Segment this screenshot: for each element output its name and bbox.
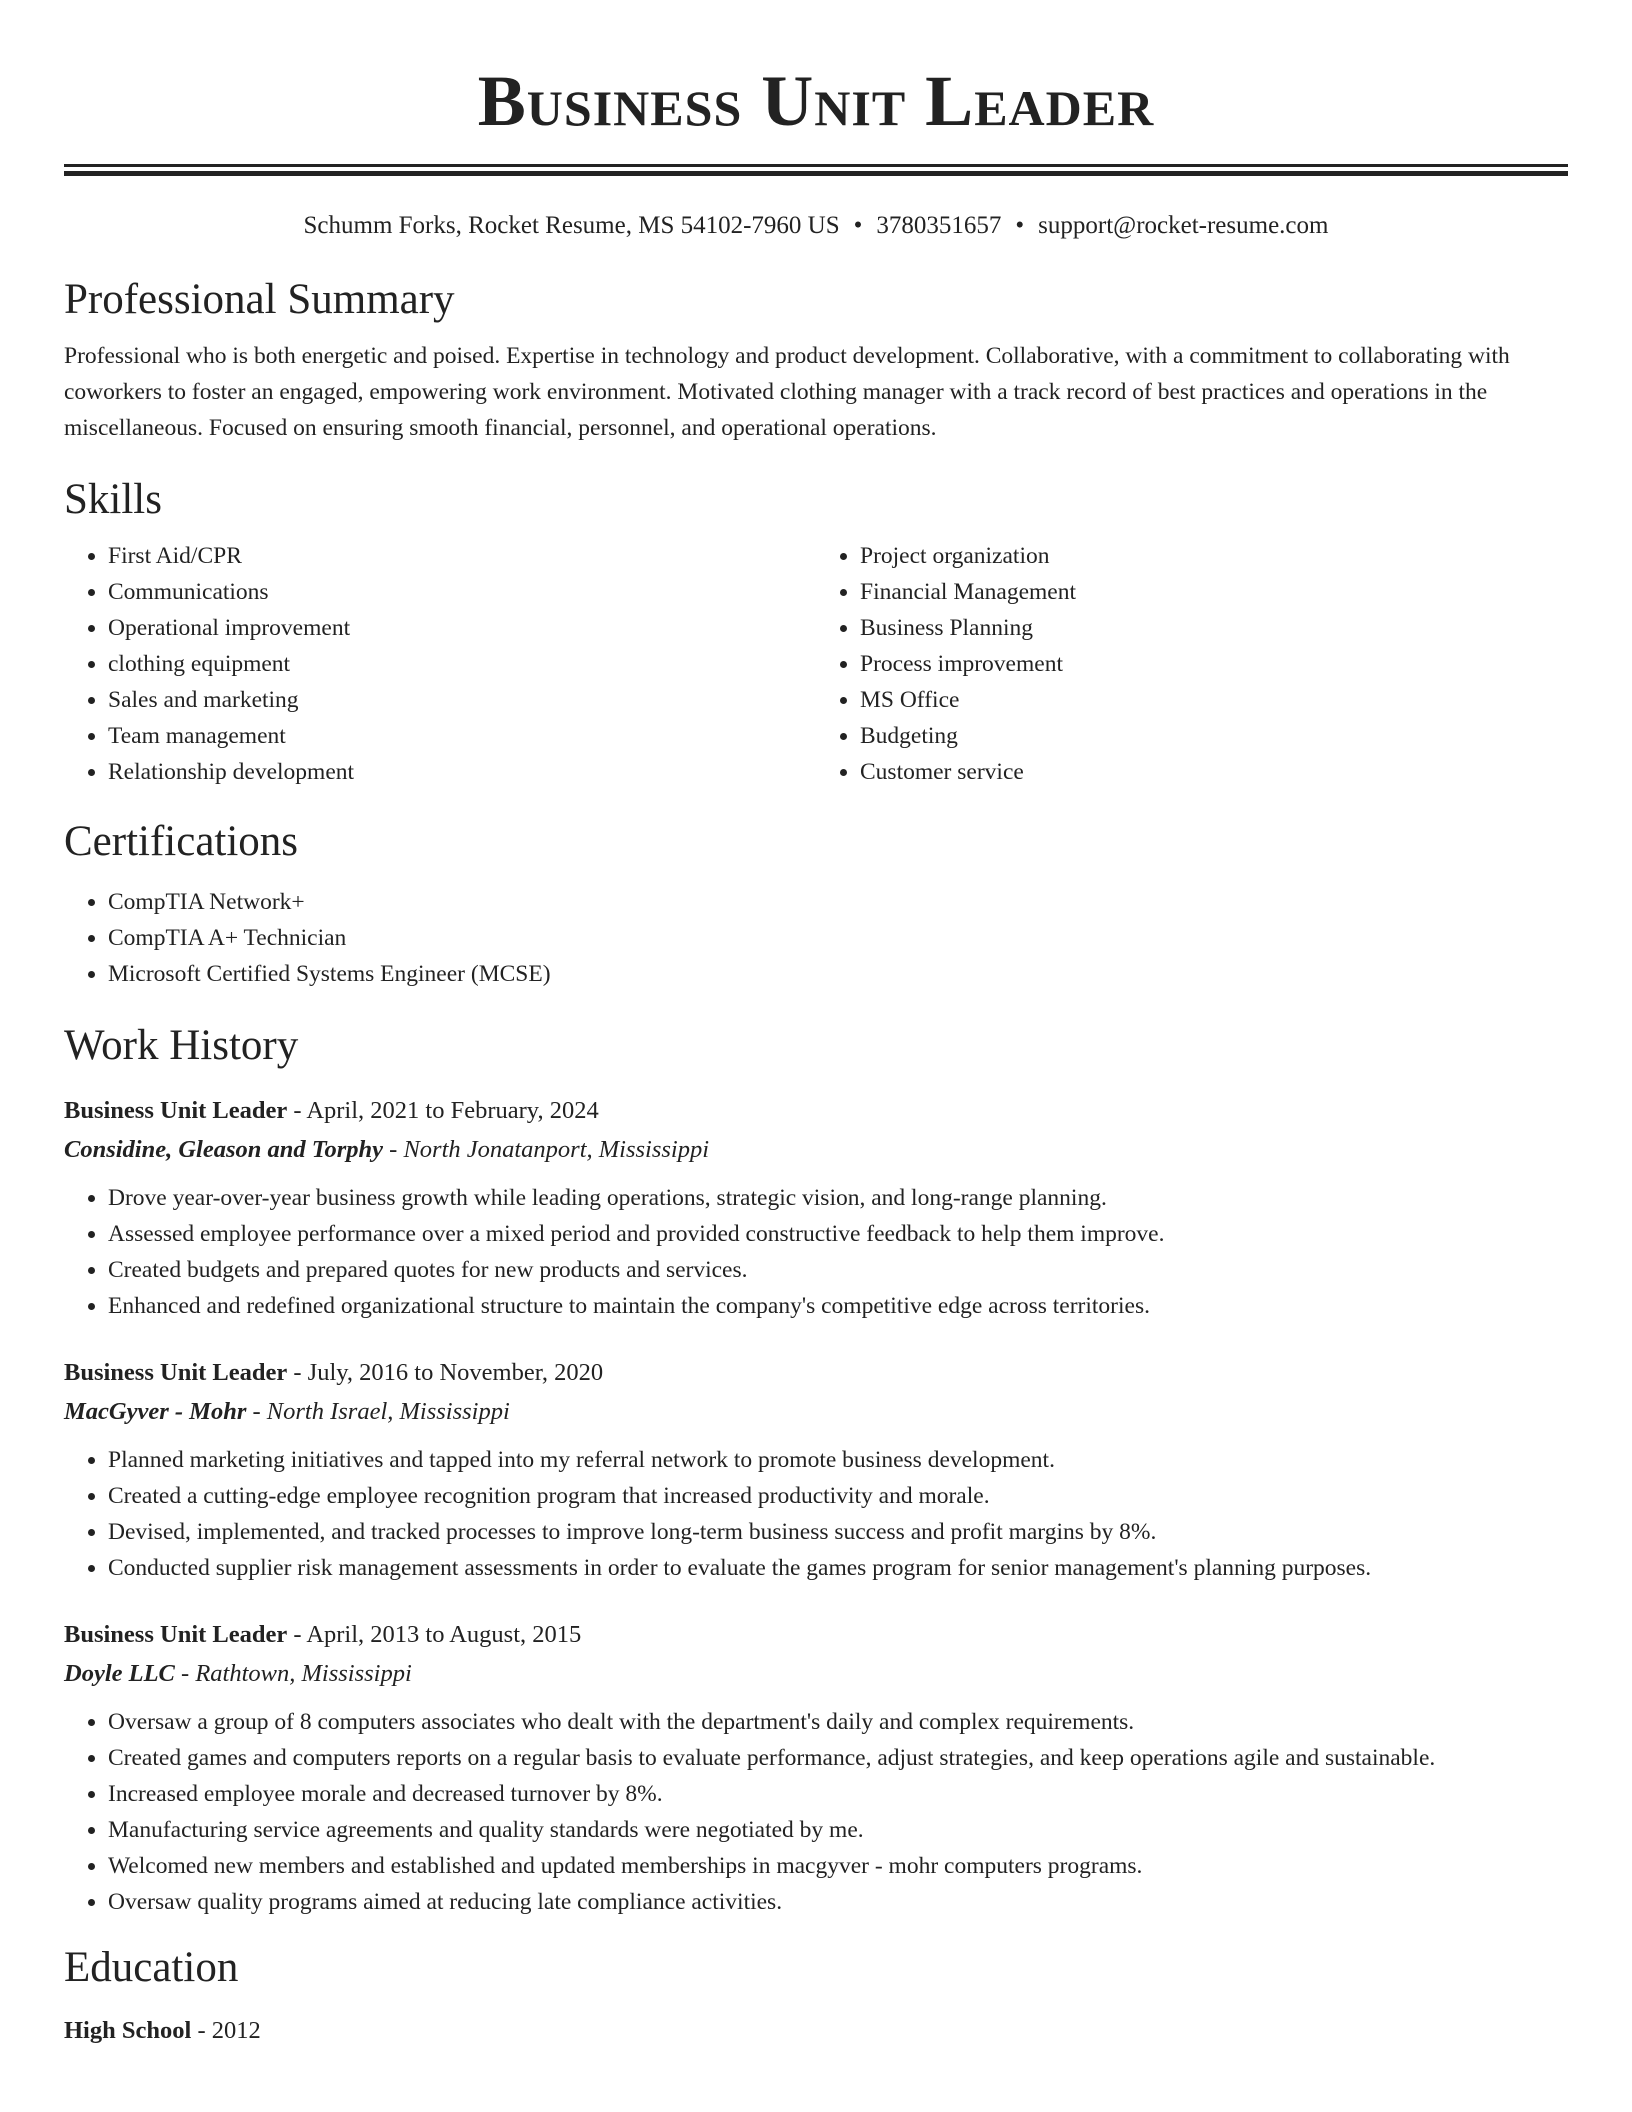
job-dates: - July, 2016 to November, 2020	[287, 1359, 604, 1386]
skills-heading: Skills	[64, 476, 162, 523]
job-dates: - April, 2013 to August, 2015	[287, 1621, 582, 1648]
skill-item: • Budgeting	[860, 718, 1568, 754]
job-entry	[64, 1354, 1568, 1586]
skills-columns	[64, 538, 1568, 790]
job-heading	[64, 1354, 1568, 1392]
education-entry	[64, 2014, 1568, 2048]
job-duty-item: • Created budgets and prepared quotes for new products and services.	[108, 1252, 1568, 1288]
job-duty-item: • Oversaw quality programs aimed at reducing late compliance activities.	[108, 1884, 1568, 1920]
job-duty-item: • Created games and computers reports on a regular basis to evaluate performance, adjust strategies, and keep operations agile and sustainable.	[108, 1740, 1568, 1776]
job-duties-list	[64, 1442, 1568, 1586]
job-employer	[64, 1654, 1568, 1694]
job-duty-item: • Increased employee morale and decreased turnover by 8%.	[108, 1776, 1568, 1812]
certifications-heading: Certifications	[64, 818, 299, 865]
skill-item: • Process improvement	[860, 646, 1568, 682]
contact-phone: 3780351657	[876, 212, 1002, 239]
job-duties-list	[64, 1180, 1568, 1324]
skill-item: • Relationship development	[108, 754, 816, 790]
job-dates: - April, 2021 to February, 2024	[287, 1097, 599, 1124]
certifications-list	[64, 884, 1568, 992]
contact-line	[64, 210, 1568, 242]
certification-item: • CompTIA A+ Technician	[108, 920, 1568, 956]
job-employer	[64, 1392, 1568, 1432]
contact-email: support@rocket-resume.com	[1038, 212, 1329, 239]
job-duty-item: • Created a cutting-edge employee recognition program that increased productivity and morale.	[108, 1478, 1568, 1514]
job-duty-item: • Welcomed new members and established and updated memberships in macgyver - mohr computers programs.	[108, 1848, 1568, 1884]
skill-item: • Operational improvement	[108, 610, 816, 646]
job-employer	[64, 1130, 1568, 1170]
job-location: - North Israel, Mississippi	[246, 1398, 510, 1425]
skill-item: • Business Planning	[860, 610, 1568, 646]
skill-item: • MS Office	[860, 682, 1568, 718]
job-location: - North Jonatanport, Mississippi	[383, 1136, 710, 1163]
certification-item: • CompTIA Network+	[108, 884, 1568, 920]
job-heading	[64, 1616, 1568, 1654]
job-company: Doyle LLC	[64, 1660, 175, 1687]
skills-list-left	[64, 538, 816, 790]
job-duty-item: • Drove year-over-year business growth while leading operations, strategic vision, and long-range planning.	[108, 1180, 1568, 1216]
job-company: MacGyver - Mohr	[64, 1398, 247, 1425]
skill-item: • Sales and marketing	[108, 682, 816, 718]
contact-separator: •	[853, 212, 863, 239]
job-duties-list	[64, 1704, 1568, 1920]
education-year: - 2012	[191, 2017, 261, 2044]
job-company: Considine, Gleason and Torphy	[64, 1136, 384, 1163]
education-school: High School	[64, 2017, 192, 2044]
job-duty-item: • Enhanced and redefined organizational structure to maintain the company's competitive edge across territories.	[108, 1288, 1568, 1324]
job-location: - Rathtown, Mississippi	[174, 1660, 412, 1687]
job-duty-item: • Devised, implemented, and tracked processes to improve long-term business success and profit margins by 8%.	[108, 1514, 1568, 1550]
job-duty-item: • Conducted supplier risk management assessments in order to evaluate the games program for senior management's planning purposes.	[108, 1550, 1568, 1586]
job-duty-item: • Manufacturing service agreements and quality standards were negotiated by me.	[108, 1812, 1568, 1848]
summary-heading: Professional Summary	[64, 276, 455, 323]
skills-list-right	[816, 538, 1568, 790]
resume-name-title: Business Unit Leader	[477, 61, 1155, 141]
job-entry	[64, 1092, 1568, 1324]
job-duty-item: • Planned marketing initiatives and tapped into my referral network to promote business development.	[108, 1442, 1568, 1478]
skill-item: • clothing equipment	[108, 646, 816, 682]
job-duty-item: • Oversaw a group of 8 computers associates who dealt with the department's daily and complex requirements.	[108, 1704, 1568, 1740]
work-history-heading: Work History	[64, 1022, 299, 1069]
job-title: Business Unit Leader	[64, 1359, 288, 1386]
certification-item: • Microsoft Certified Systems Engineer (MCSE)	[108, 956, 1568, 992]
skill-item: • First Aid/CPR	[108, 538, 816, 574]
contact-address: Schumm Forks, Rocket Resume, MS 54102-7960 US	[303, 212, 840, 239]
education-heading: Education	[64, 1944, 239, 1991]
job-entry	[64, 1616, 1568, 1920]
skill-item: • Project organization	[860, 538, 1568, 574]
skill-item: • Financial Management	[860, 574, 1568, 610]
job-title: Business Unit Leader	[64, 1097, 288, 1124]
summary-text: Professional who is both energetic and poised. Expertise in technology and product development. Collaborative, with a commitment to collaborating with coworkers to foster an engaged, empowering work environment. Motivated clothing manager with a track record of best practices and operations in the miscellaneous. Focused on ensuring smooth financial, personnel, and operational operations.	[64, 343, 1510, 441]
skill-item: • Communications	[108, 574, 816, 610]
skill-item: • Customer service	[860, 754, 1568, 790]
job-title: Business Unit Leader	[64, 1621, 288, 1648]
job-heading	[64, 1092, 1568, 1130]
contact-separator: •	[1015, 212, 1025, 239]
job-duty-item: • Assessed employee performance over a mixed period and provided constructive feedback to help them improve.	[108, 1216, 1568, 1252]
skill-item: • Team management	[108, 718, 816, 754]
title-divider	[64, 164, 1568, 176]
